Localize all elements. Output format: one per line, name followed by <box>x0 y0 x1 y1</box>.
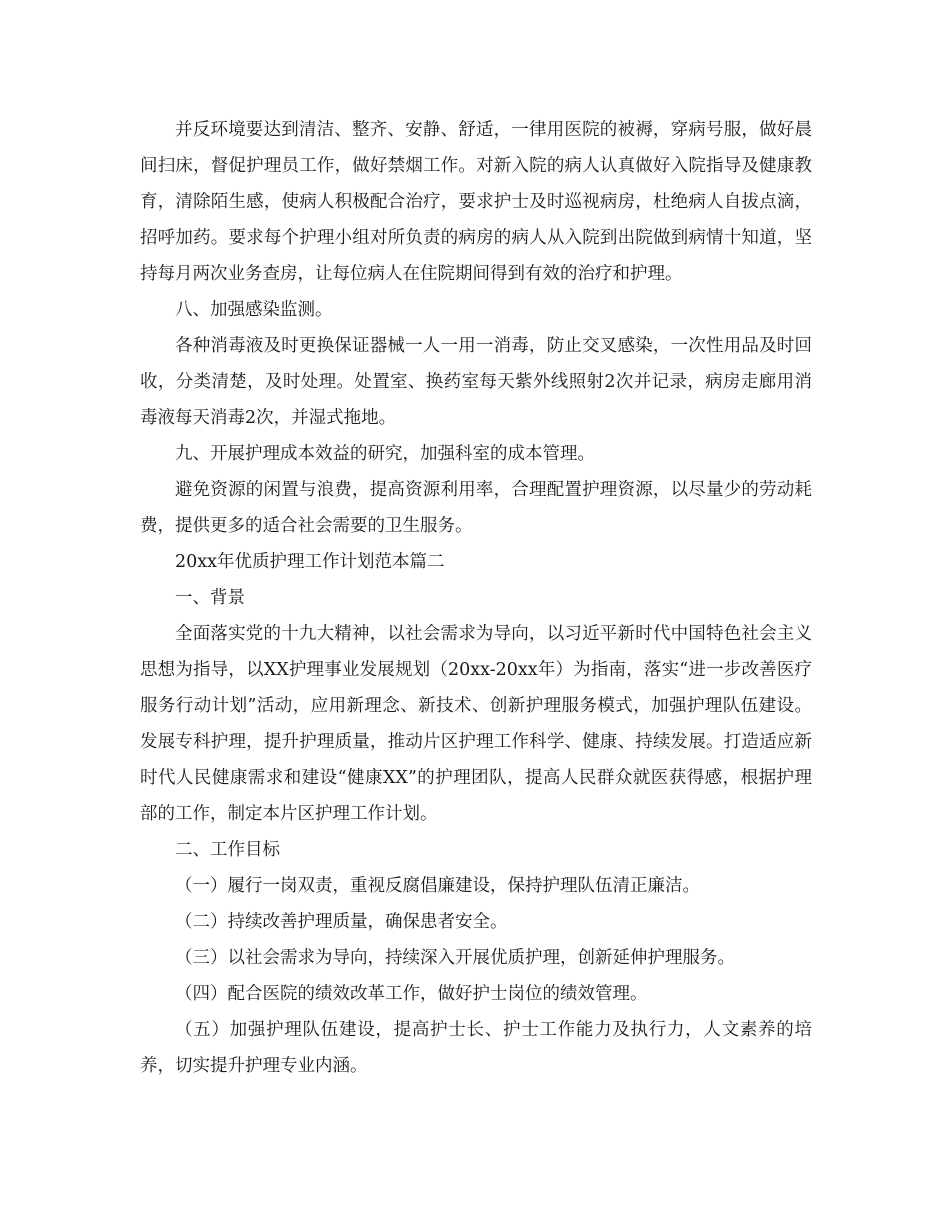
document-body <box>140 112 812 1084</box>
goal-item-4: （四）配合医院的绩效改革工作，做好护士岗位的绩效管理。 <box>175 984 648 1004</box>
paragraph-disinfection: 各种消毒液及时更换保证器械一人一用一消毒，防止交叉感染，一次性用品及时回收，分类清楚，及时处理。处置室、换药室每天紫外线照射2次并记录，病房走廊用消毒液每天消毒2次，并湿式拖地。 <box>140 336 812 428</box>
heading-infection-monitoring: 八、加强感染监测。 <box>175 300 333 320</box>
heading-background: 一、背景 <box>175 588 245 608</box>
goal-item-2: （二）持续改善护理质量，确保患者安全。 <box>175 912 508 932</box>
heading-work-goals: 二、工作目标 <box>175 840 280 860</box>
goal-item-3: （三）以社会需求为导向，持续深入开展优质护理，创新延伸护理服务。 <box>175 948 735 968</box>
paragraph-ward-environment: 并反环境要达到清洁、整齐、安静、舒适，一律用医院的被褥，穿病号服，做好晨间扫床，督促护理员工作，做好禁烟工作。对新入院的病人认真做好入院指导及健康教育，清除陌生感，使病人积极配合治疗，要求护士及时巡视病房，杜绝病人自拔点滴，招呼加药。要求每个护理小组对所负责的病房的病人从入院到出院做到病情十知道，坚持每月两次业务查房，让每位病人在住院期间得到有效的治疗和护理。 <box>140 120 812 284</box>
goal-item-1: （一）履行一岗双责，重视反腐倡廉建设，保持护理队伍清正廉洁。 <box>175 876 700 896</box>
heading-cost-benefit: 九、开展护理成本效益的研究，加强科室的成本管理。 <box>175 444 595 464</box>
paragraph-background: 全面落实党的十九大精神，以社会需求为导向，以习近平新时代中国特色社会主义思想为指导，以XX护理事业发展规划（20xx-20xx年）为指南，落实“进一步改善医疗服务行动计划”活动，应用新理念、新技术、创新护理服务模式，加强护理队伍建设。发展专科护理，提升护理质量，推动片区护理工作科学、健康、持续发展。打造适应新时代人民健康需求和建设“健康XX”的护理团队，提高人民群众就医获得感，根据护理部的工作，制定本片区护理工作计划。 <box>140 624 812 824</box>
goal-item-5: （五）加强护理队伍建设，提高护士长、护士工作能力及执行力，人文素养的培养，切实提升护理专业内涵。 <box>140 1020 812 1076</box>
section-title-plan-two: 20xx年优质护理工作计划范本篇二 <box>175 552 445 572</box>
paragraph-resource-use: 避免资源的闲置与浪费，提高资源利用率，合理配置护理资源，以尽量少的劳动耗费，提供更多的适合社会需要的卫生服务。 <box>140 480 812 536</box>
